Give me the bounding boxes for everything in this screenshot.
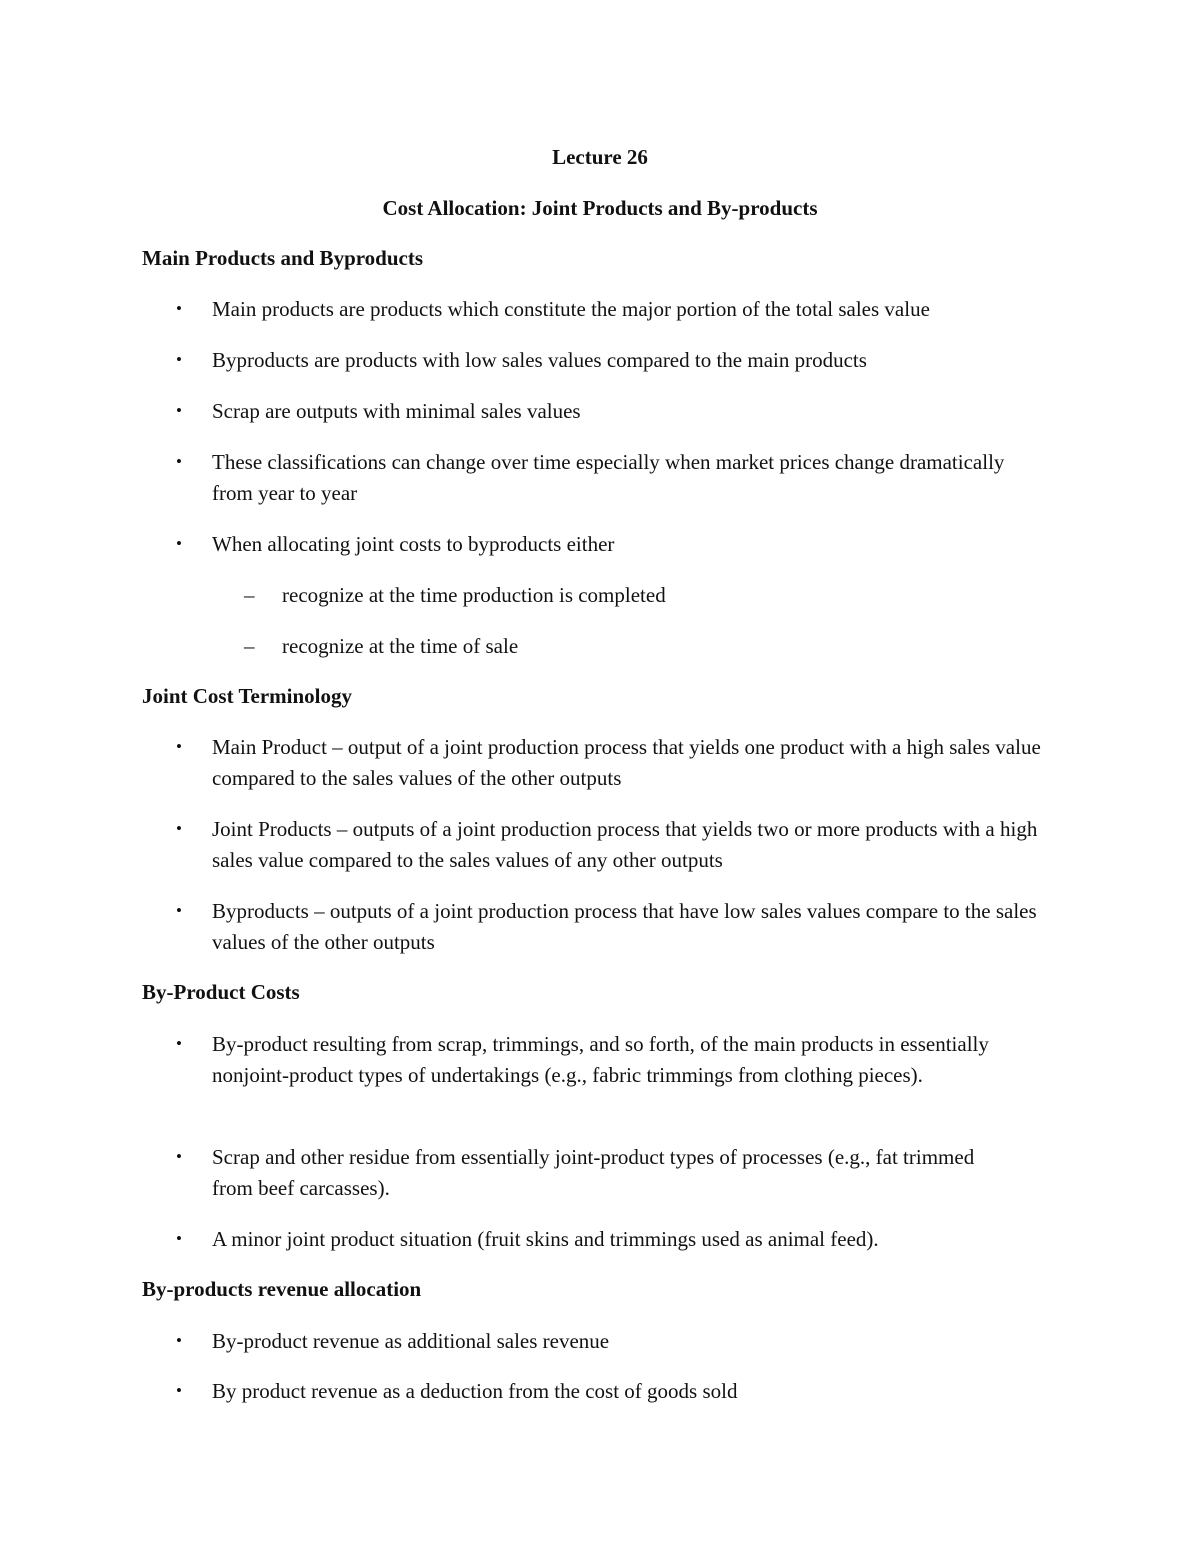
bullet-icon: •: [176, 350, 182, 369]
document-subtitle: Cost Allocation: Joint Products and By-products: [382, 196, 818, 220]
sub-list-item-text: recognize at the time production is completed: [282, 583, 666, 607]
bullet-icon: •: [176, 1147, 182, 1166]
list-item-text: Joint Products – outputs of a joint production process that yields two or more products with a high sales value compared to the sales values of any other outputs: [212, 817, 1038, 872]
list-item-text: A minor joint product situation (fruit skins and trimmings used as animal feed).: [212, 1227, 879, 1251]
section-heading-by-product-costs: By-Product Costs: [142, 980, 300, 1004]
list-item-text: By-product revenue as additional sales revenue: [212, 1329, 610, 1353]
section-heading-main-products: Main Products and Byproducts: [142, 246, 424, 270]
bullet-icon: •: [176, 534, 182, 553]
section-heading-by-products-revenue-allocation: By-products revenue allocation: [142, 1277, 422, 1301]
bullet-icon: •: [176, 299, 182, 318]
bullet-icon: •: [176, 1034, 182, 1053]
dash-icon: –: [244, 634, 255, 658]
lecture-title: Lecture 26: [552, 145, 648, 169]
list-item-text: Scrap and other residue from essentially joint-product types of processes (e.g., fat trimmed from beef carcasses).: [212, 1145, 975, 1200]
bullet-icon: •: [176, 401, 182, 420]
bullet-icon: •: [176, 901, 182, 920]
list-item-text: By-product resulting from scrap, trimmings, and so forth, of the main products in essentially nonjoint-product types of undertakings (e.g., fabric trimmings from clothing pieces).: [212, 1032, 989, 1087]
list-item-text: Main Product – output of a joint production process that yields one product with a high sales value compared to the sales values of the other outputs: [212, 735, 1041, 790]
list-item-text: By product revenue as a deduction from the cost of goods sold: [212, 1379, 738, 1403]
bullet-icon: •: [176, 819, 182, 838]
bullet-icon: •: [176, 1331, 182, 1350]
list-item-text: Byproducts – outputs of a joint production process that have low sales values compare to the sales values of the other outputs: [212, 899, 1037, 954]
bullet-icon: •: [176, 452, 182, 471]
bullet-icon: •: [176, 737, 182, 756]
bullet-icon: •: [176, 1229, 182, 1248]
list-item-text: These classifications can change over time especially when market prices change dramatically from year to year: [212, 450, 1005, 505]
sub-list-item-text: recognize at the time of sale: [282, 634, 519, 658]
list-item-text: Scrap are outputs with minimal sales values: [212, 399, 581, 423]
dash-icon: –: [244, 583, 255, 607]
list-item-text: When allocating joint costs to byproducts either: [212, 532, 615, 556]
section-heading-joint-cost-terminology: Joint Cost Terminology: [142, 684, 353, 708]
list-item-text: Main products are products which constitute the major portion of the total sales value: [212, 297, 930, 321]
bullet-icon: •: [176, 1381, 182, 1400]
list-item-text: Byproducts are products with low sales values compared to the main products: [212, 348, 867, 372]
